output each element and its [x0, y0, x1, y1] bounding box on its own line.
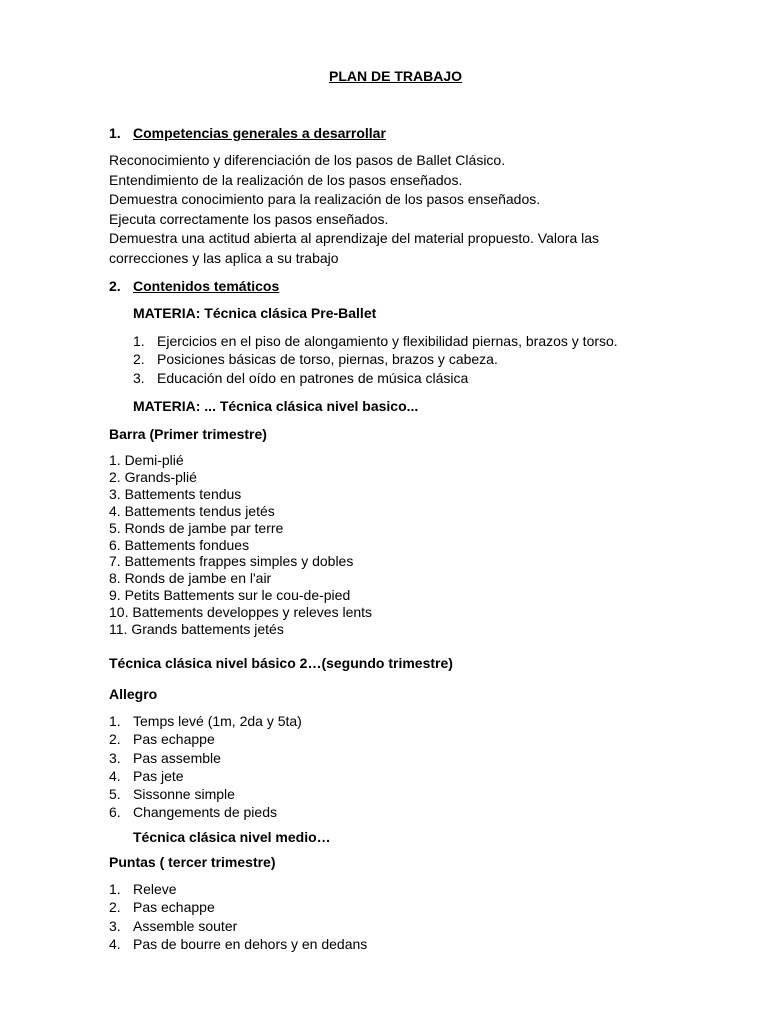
section-2-heading: Contenidos temáticos: [133, 278, 280, 294]
list-item: 1. Demi-plié: [109, 452, 184, 468]
list-item-number: 1.: [133, 333, 145, 349]
list-item: [109, 898, 367, 916]
allegro-heading: Allegro: [109, 686, 158, 702]
paragraph-line: Demuestra conocimiento para la realización de los pasos enseñados.: [109, 191, 541, 207]
list-item-text: Ejercicios en el piso de alongamiento y flexibilidad piernas, brazos y torso.: [157, 333, 618, 349]
list-item: 10. Battements developpes y releves lents: [109, 604, 373, 621]
list-item-text: Releve: [133, 881, 177, 897]
paragraph-line: Entendimiento de la realización de los pasos enseñados.: [109, 171, 463, 188]
list-item-text: Pas jete: [133, 767, 184, 784]
list-item: [133, 350, 618, 368]
list-item-number: 3.: [109, 917, 121, 934]
list-item: [109, 803, 302, 821]
nivel-basico-2-heading: Técnica clásica nivel básico 2…(segundo trimestre): [109, 655, 453, 671]
list-item-number: 3.: [109, 749, 121, 766]
materia-pre-ballet-heading: MATERIA: Técnica clásica Pre-Ballet: [133, 305, 377, 321]
list-item: [109, 749, 302, 767]
list-item: 6. Battements fondues: [109, 536, 250, 553]
paragraph-line: correcciones y las aplica a su trabajo: [109, 249, 339, 266]
list-item-number: 2.: [109, 731, 121, 748]
list-item: 8. Ronds de jambe en l'air: [109, 570, 272, 587]
list-item: 9. Petits Battements sur le cou-de-pied: [109, 587, 351, 604]
section-1-number: 1.: [109, 125, 121, 141]
paragraph-line: Ejecuta correctamente los pasos enseñados.: [109, 210, 389, 227]
paragraph-line: Reconocimiento y diferenciación de los pasos de Ballet Clásico.: [109, 152, 506, 168]
list-item-number: 5.: [109, 786, 121, 803]
list-item: 3. Battements tendus: [109, 485, 242, 502]
barra-heading: Barra (Primer trimestre): [109, 426, 267, 442]
pre-ballet-list: [133, 332, 618, 387]
nivel-medio-heading: Técnica clásica nivel medio…: [133, 829, 331, 845]
materia-basico-heading: MATERIA: ... Técnica clásica nivel basico...: [133, 398, 419, 414]
list-item-text: Posiciones básicas de torso, piernas, brazos y cabeza.: [157, 351, 498, 368]
puntas-heading: Puntas ( tercer trimestre): [109, 854, 276, 870]
page-title: PLAN DE TRABAJO: [329, 68, 463, 84]
list-item: [109, 880, 367, 898]
list-item-text: Assemble souter: [133, 917, 238, 934]
list-item: [133, 332, 618, 350]
list-item: [109, 767, 302, 785]
list-item-number: 3.: [133, 369, 145, 386]
list-item-text: Pas de bourre en dehors y en dedans: [133, 935, 368, 952]
section-2-number: 2.: [109, 278, 121, 294]
barra-list: [109, 452, 372, 638]
list-item-text: Temps levé (1m, 2da y 5ta): [133, 713, 302, 729]
list-item-text: Pas assemble: [133, 749, 221, 766]
list-item: [109, 730, 302, 748]
list-item-text: Pas echappe: [133, 731, 215, 748]
list-item: 7. Battements frappes simples y dobles: [109, 553, 354, 570]
list-item-text: Changements de pieds: [133, 804, 277, 821]
list-item: 4. Battements tendus jetés: [109, 502, 275, 519]
list-item-number: 1.: [109, 881, 121, 897]
puntas-list: [109, 880, 367, 953]
section-1-heading: Competencias generales a desarrollar: [133, 125, 386, 141]
list-item: 5. Ronds de jambe par terre: [109, 519, 284, 536]
list-item: 11. Grands battements jetés: [109, 621, 284, 638]
allegro-list: [109, 712, 302, 822]
list-item: [133, 369, 618, 387]
paragraph-line: Demuestra una actitud abierta al aprendizaje del material propuesto. Valora las: [109, 230, 600, 246]
list-item: [109, 935, 367, 953]
list-item-number: 4.: [109, 935, 121, 952]
list-item-text: Pas echappe: [133, 899, 215, 916]
list-item-number: 2.: [133, 351, 145, 368]
list-item: [109, 785, 302, 803]
list-item-number: 2.: [109, 899, 121, 916]
list-item: [109, 917, 367, 935]
list-item-number: 6.: [109, 804, 121, 821]
list-item-text: Sissonne simple: [133, 786, 235, 803]
list-item: 2. Grands-plié: [109, 468, 197, 485]
list-item-text: Educación del oído en patrones de música clásica: [157, 369, 469, 386]
list-item-number: 4.: [109, 767, 121, 784]
section-1-paragraph: [109, 151, 599, 268]
list-item-number: 1.: [109, 713, 121, 729]
list-item: [109, 712, 302, 730]
